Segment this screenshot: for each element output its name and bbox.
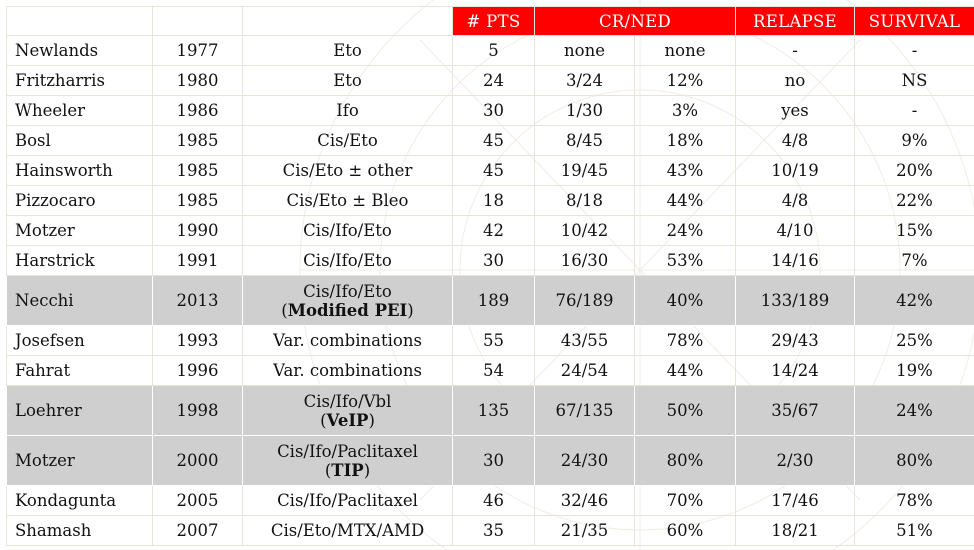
cell-regimen: Ifo (243, 96, 453, 126)
cell-regimen: Cis/Eto ± other (243, 156, 453, 186)
cell-year: 1985 (153, 156, 243, 186)
cell-cr: 21/35 (535, 516, 635, 546)
cell-cr-pct: 24% (635, 216, 736, 246)
table-row-highlighted (7, 276, 974, 326)
cell-year: 1985 (153, 186, 243, 216)
table-row (7, 246, 974, 276)
cell-cr: 16/30 (535, 246, 635, 276)
cell-relapse: 2/30 (736, 436, 855, 486)
cell-pts: 189 (453, 276, 535, 326)
cell-pts: 30 (453, 436, 535, 486)
cell-year: 2000 (153, 436, 243, 486)
cell-cr-pct: 50% (635, 386, 736, 436)
table-row (7, 516, 974, 546)
results-table (6, 6, 974, 546)
cell-survival: 20% (855, 156, 974, 186)
cell-pts: 42 (453, 216, 535, 246)
cell-year: 1977 (153, 36, 243, 66)
cell-author: Fritzharris (7, 66, 153, 96)
regimen-text: Cis/Ifo/Eto (303, 281, 392, 301)
cell-cr-pct: 44% (635, 186, 736, 216)
cell-survival: 9% (855, 126, 974, 156)
cell-regimen: Var. combinations (243, 356, 453, 386)
cell-cr: 76/189 (535, 276, 635, 326)
cell-cr: 19/45 (535, 156, 635, 186)
cell-cr: 67/135 (535, 386, 635, 436)
cell-year: 2013 (153, 276, 243, 326)
cell-pts: 30 (453, 96, 535, 126)
cell-cr-pct: 12% (635, 66, 736, 96)
table-row-highlighted (7, 436, 974, 486)
cell-relapse: 29/43 (736, 326, 855, 356)
cell-cr-pct: 80% (635, 436, 736, 486)
cell-survival: 42% (855, 276, 974, 326)
cell-relapse: 133/189 (736, 276, 855, 326)
cell-survival: 22% (855, 186, 974, 216)
cell-cr: 10/42 (535, 216, 635, 246)
cell-author: Bosl (7, 126, 153, 156)
cell-author: Newlands (7, 36, 153, 66)
table-row (7, 216, 974, 246)
cell-pts: 45 (453, 156, 535, 186)
cell-regimen: Cis/Ifo/Eto (243, 216, 453, 246)
cell-relapse: 4/10 (736, 216, 855, 246)
cell-regimen: Cis/Eto/MTX/AMD (243, 516, 453, 546)
cell-relapse: 4/8 (736, 186, 855, 216)
header-survival: SURVIVAL (855, 7, 974, 36)
table-row (7, 36, 974, 66)
table-row (7, 326, 974, 356)
cell-year: 1986 (153, 96, 243, 126)
cell-cr-pct: 44% (635, 356, 736, 386)
cell-regimen: Eto (243, 66, 453, 96)
cell-regimen: Cis/Eto (243, 126, 453, 156)
cell-pts: 24 (453, 66, 535, 96)
table-row (7, 486, 974, 516)
cell-relapse: yes (736, 96, 855, 126)
cell-author: Kondagunta (7, 486, 153, 516)
table-row (7, 156, 974, 186)
cell-year: 1985 (153, 126, 243, 156)
cell-author: Harstrick (7, 246, 153, 276)
cell-pts: 35 (453, 516, 535, 546)
cell-author: Motzer (7, 216, 153, 246)
header-relapse: RELAPSE (736, 7, 855, 36)
cell-relapse: 4/8 (736, 126, 855, 156)
cell-year: 2007 (153, 516, 243, 546)
cell-author: Hainsworth (7, 156, 153, 186)
cell-cr: 43/55 (535, 326, 635, 356)
header-crned: CR/NED (535, 7, 736, 36)
cell-relapse: 18/21 (736, 516, 855, 546)
cell-survival: 25% (855, 326, 974, 356)
cell-author: Necchi (7, 276, 153, 326)
cell-cr: 8/45 (535, 126, 635, 156)
cell-author: Shamash (7, 516, 153, 546)
cell-relapse: no (736, 66, 855, 96)
header-row (7, 7, 974, 36)
regimen-acronym: TIP (331, 460, 364, 480)
cell-cr-pct: 40% (635, 276, 736, 326)
cell-cr: 3/24 (535, 66, 635, 96)
cell-cr-pct: 43% (635, 156, 736, 186)
cell-cr-pct: 70% (635, 486, 736, 516)
cell-cr-pct: none (635, 36, 736, 66)
cell-cr: none (535, 36, 635, 66)
cell-survival: NS (855, 66, 974, 96)
header-regimen (243, 7, 453, 36)
cell-cr: 24/30 (535, 436, 635, 486)
cell-cr: 24/54 (535, 356, 635, 386)
cell-regimen: Cis/Ifo/Paclitaxel (243, 486, 453, 516)
cell-cr-pct: 78% (635, 326, 736, 356)
regimen-text: Cis/Ifo/Vbl (303, 391, 392, 411)
cell-regimen: Cis/Ifo/Vbl (VeIP) (243, 386, 453, 436)
cell-regimen: Cis/Ifo/Eto (243, 246, 453, 276)
cell-regimen: Cis/Ifo/Paclitaxel (TIP) (243, 436, 453, 486)
table-row (7, 126, 974, 156)
cell-pts: 18 (453, 186, 535, 216)
cell-cr-pct: 3% (635, 96, 736, 126)
cell-relapse: 14/16 (736, 246, 855, 276)
cell-cr: 32/46 (535, 486, 635, 516)
cell-relapse: 14/24 (736, 356, 855, 386)
cell-year: 1991 (153, 246, 243, 276)
cell-author: Motzer (7, 436, 153, 486)
cell-relapse: 35/67 (736, 386, 855, 436)
regimen-text: Cis/Ifo/Paclitaxel (277, 441, 418, 461)
table-row (7, 66, 974, 96)
cell-year: 1980 (153, 66, 243, 96)
cell-regimen: Var. combinations (243, 326, 453, 356)
cell-year: 1993 (153, 326, 243, 356)
cell-regimen: Eto (243, 36, 453, 66)
table-row-highlighted (7, 386, 974, 436)
cell-survival: 24% (855, 386, 974, 436)
cell-author: Wheeler (7, 96, 153, 126)
cell-relapse: - (736, 36, 855, 66)
cell-survival: 15% (855, 216, 974, 246)
cell-cr: 8/18 (535, 186, 635, 216)
cell-regimen: Cis/Ifo/Eto (Modified PEI) (243, 276, 453, 326)
cell-pts: 46 (453, 486, 535, 516)
cell-pts: 135 (453, 386, 535, 436)
cell-pts: 30 (453, 246, 535, 276)
cell-survival: 19% (855, 356, 974, 386)
cell-author: Loehrer (7, 386, 153, 436)
regimen-acronym: VeIP (326, 410, 369, 430)
cell-pts: 45 (453, 126, 535, 156)
table-row (7, 96, 974, 126)
cell-pts: 5 (453, 36, 535, 66)
cell-survival: 78% (855, 486, 974, 516)
cell-survival: 7% (855, 246, 974, 276)
regimen-acronym: Modified PEI (287, 300, 408, 320)
cell-cr: 1/30 (535, 96, 635, 126)
cell-survival: 51% (855, 516, 974, 546)
table-row (7, 356, 974, 386)
cell-survival: - (855, 36, 974, 66)
cell-relapse: 17/46 (736, 486, 855, 516)
cell-cr-pct: 18% (635, 126, 736, 156)
table-row (7, 186, 974, 216)
header-year (153, 7, 243, 36)
cell-survival: 80% (855, 436, 974, 486)
cell-year: 2005 (153, 486, 243, 516)
cell-author: Pizzocaro (7, 186, 153, 216)
cell-pts: 54 (453, 356, 535, 386)
header-author (7, 7, 153, 36)
header-pts: # PTS (453, 7, 535, 36)
cell-relapse: 10/19 (736, 156, 855, 186)
cell-cr-pct: 60% (635, 516, 736, 546)
cell-year: 1996 (153, 356, 243, 386)
cell-pts: 55 (453, 326, 535, 356)
cell-author: Fahrat (7, 356, 153, 386)
cell-author: Josefsen (7, 326, 153, 356)
cell-cr-pct: 53% (635, 246, 736, 276)
cell-regimen: Cis/Eto ± Bleo (243, 186, 453, 216)
cell-year: 1990 (153, 216, 243, 246)
cell-survival: - (855, 96, 974, 126)
cell-year: 1998 (153, 386, 243, 436)
